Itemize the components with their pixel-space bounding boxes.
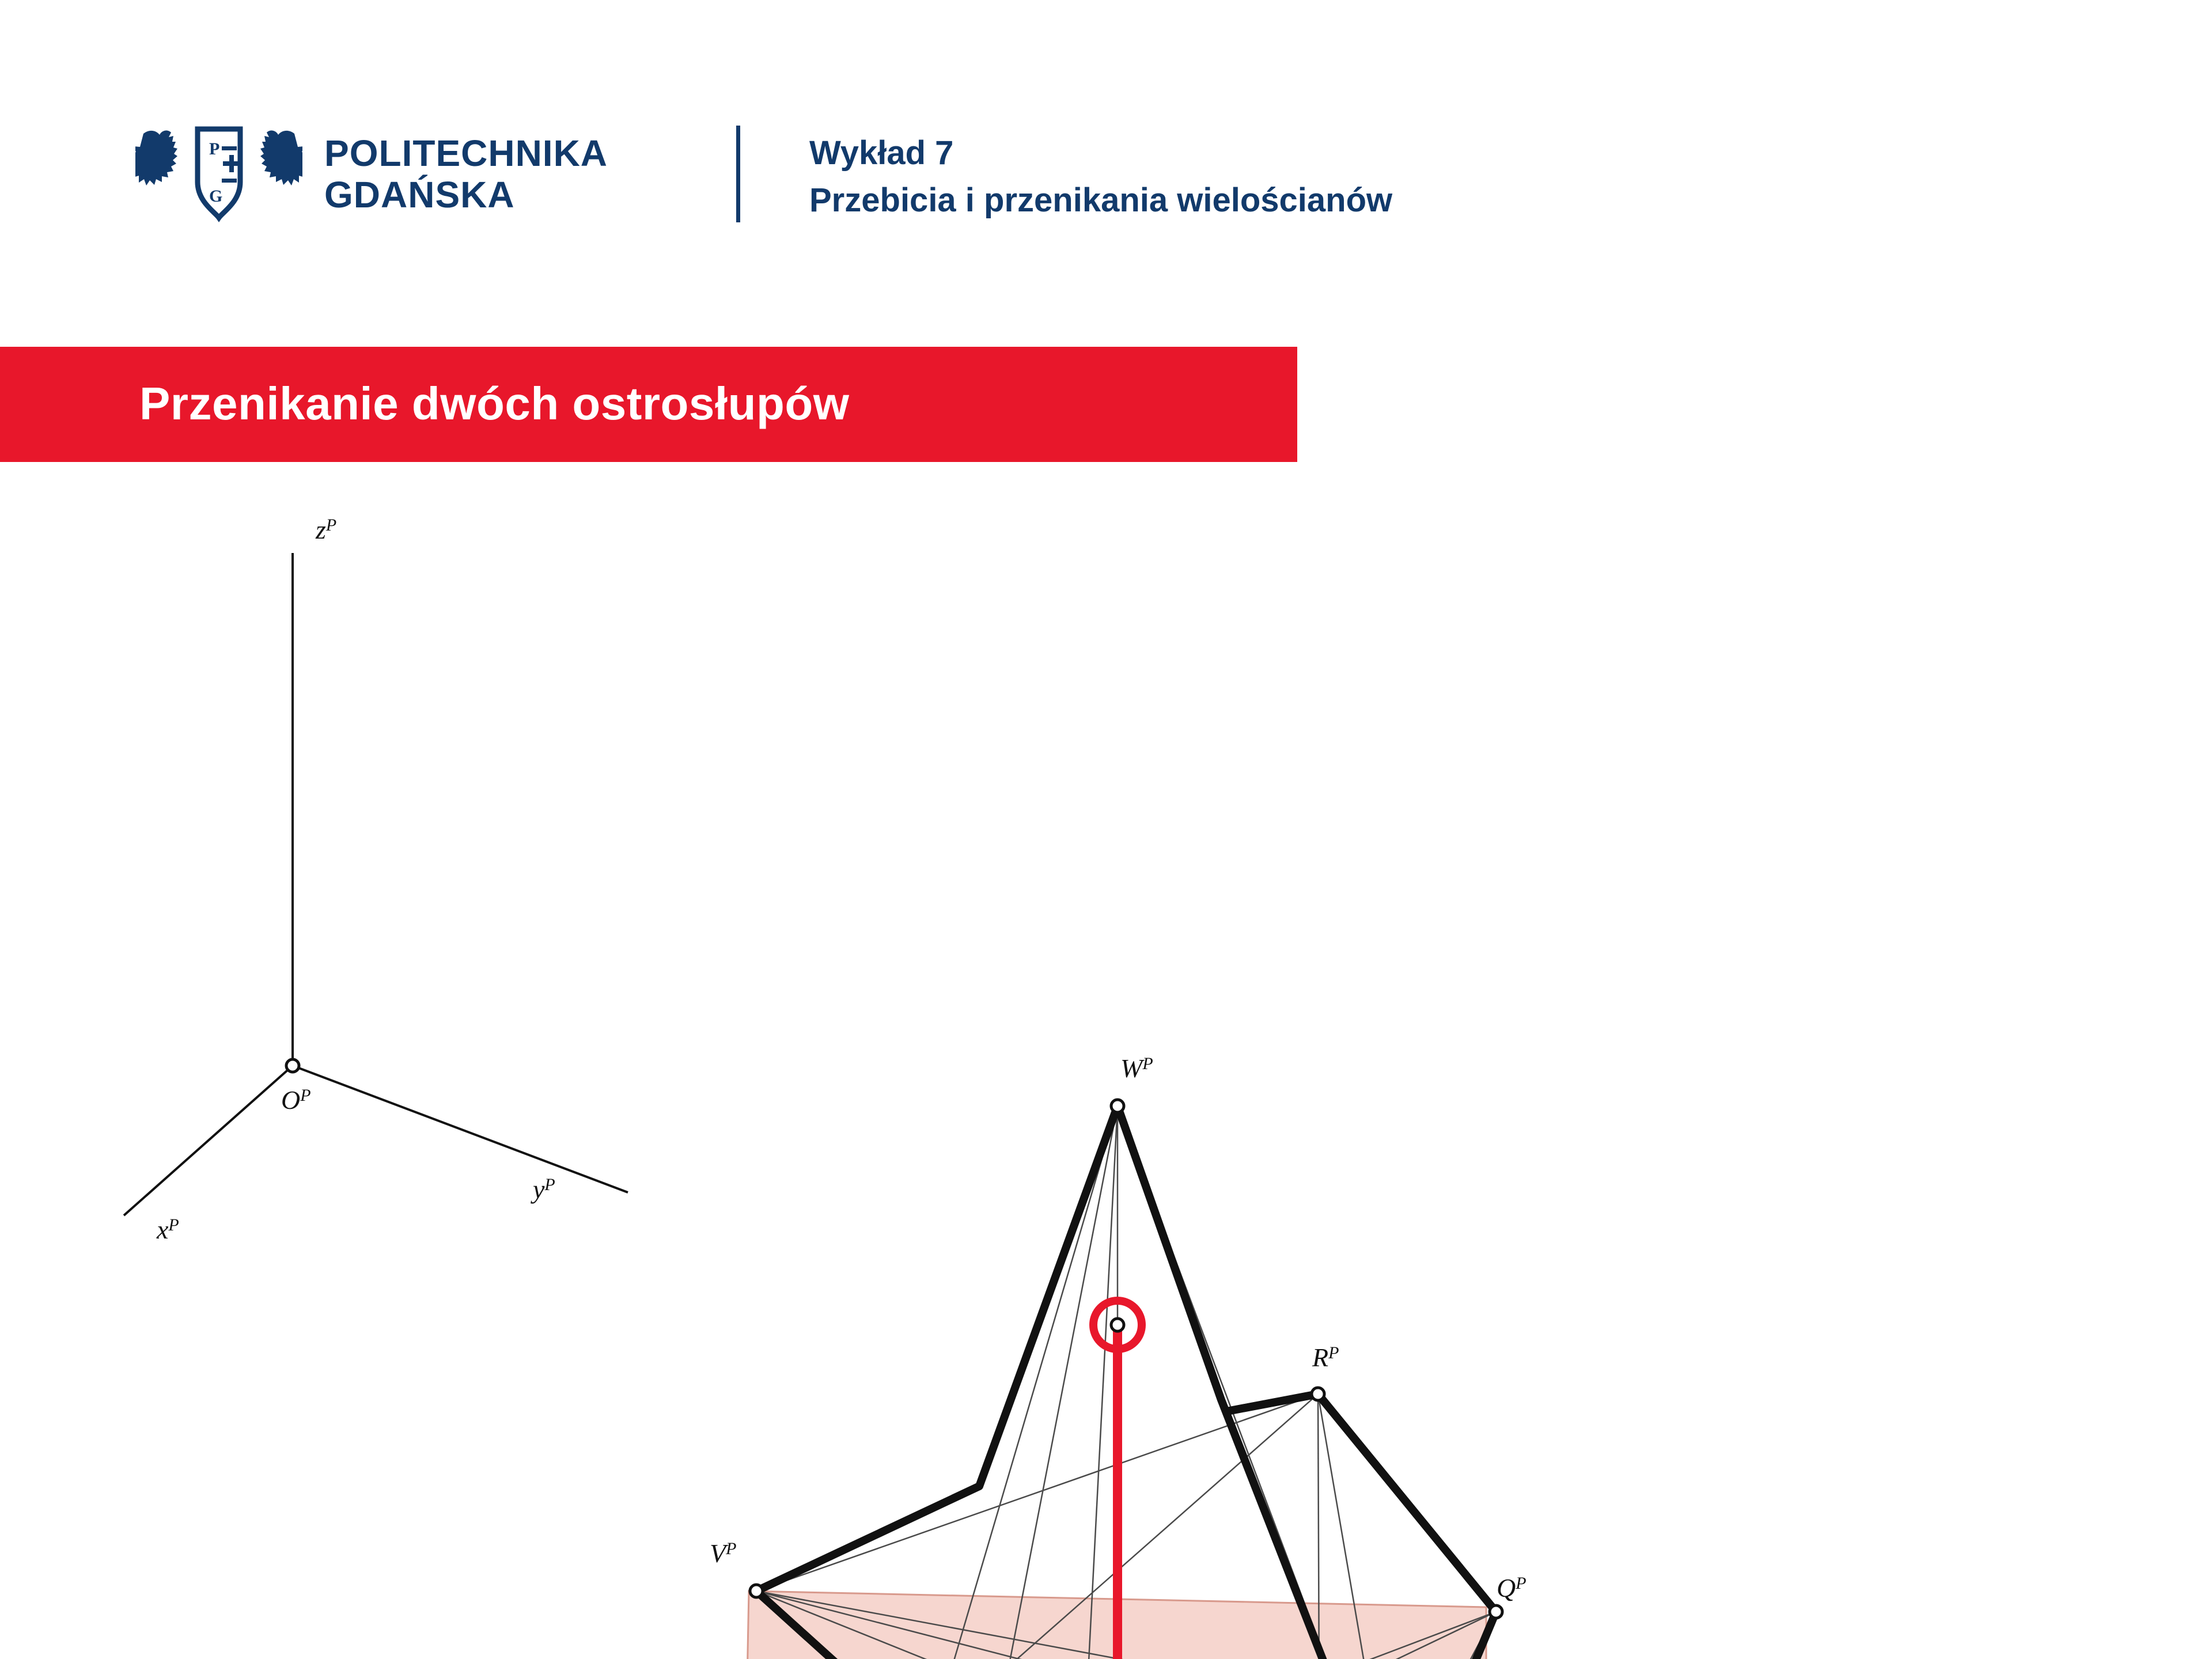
svg-text:P: P [209,139,220,158]
university-name-line1: POLITECHNIKA [324,132,608,174]
label-V-P: $V^P$ [710,1539,737,1568]
axis-label-x: $x^P$ [157,1215,179,1244]
section-title: Przenikanie dwóch ostrosłupów [139,378,850,429]
vertex-dots [743,1100,1502,1659]
axis-label-y: $y^P$ [533,1175,555,1204]
lecture-title: Wykład 7 [809,134,954,172]
svg-text:G: G [209,187,223,206]
lecture-subtitle: Przebicia i przenikania wielościanów [809,181,1393,219]
technical-drawing [0,478,2212,1659]
pyramid-one-outline [756,1106,1397,1659]
axis-label-origin: $O^P$ [281,1085,311,1115]
label-Q-P: $Q^P$ [1497,1573,1527,1603]
label-R-P: $R^P$ [1312,1343,1339,1372]
lecture-heading [809,130,1392,225]
university-logo [135,121,608,228]
axis-origin-dot [286,1059,299,1072]
pg-crest-icon [135,121,302,228]
construction-lines [749,1106,1496,1659]
page-header [0,0,2212,305]
header-divider [736,126,740,222]
university-name-line2: GDAŃSKA [324,173,515,215]
axis-label-z: $z^P$ [316,515,337,544]
label-W-P: $W^P$ [1120,1054,1153,1083]
university-name [324,133,608,215]
coordinate-axes [124,553,628,1215]
